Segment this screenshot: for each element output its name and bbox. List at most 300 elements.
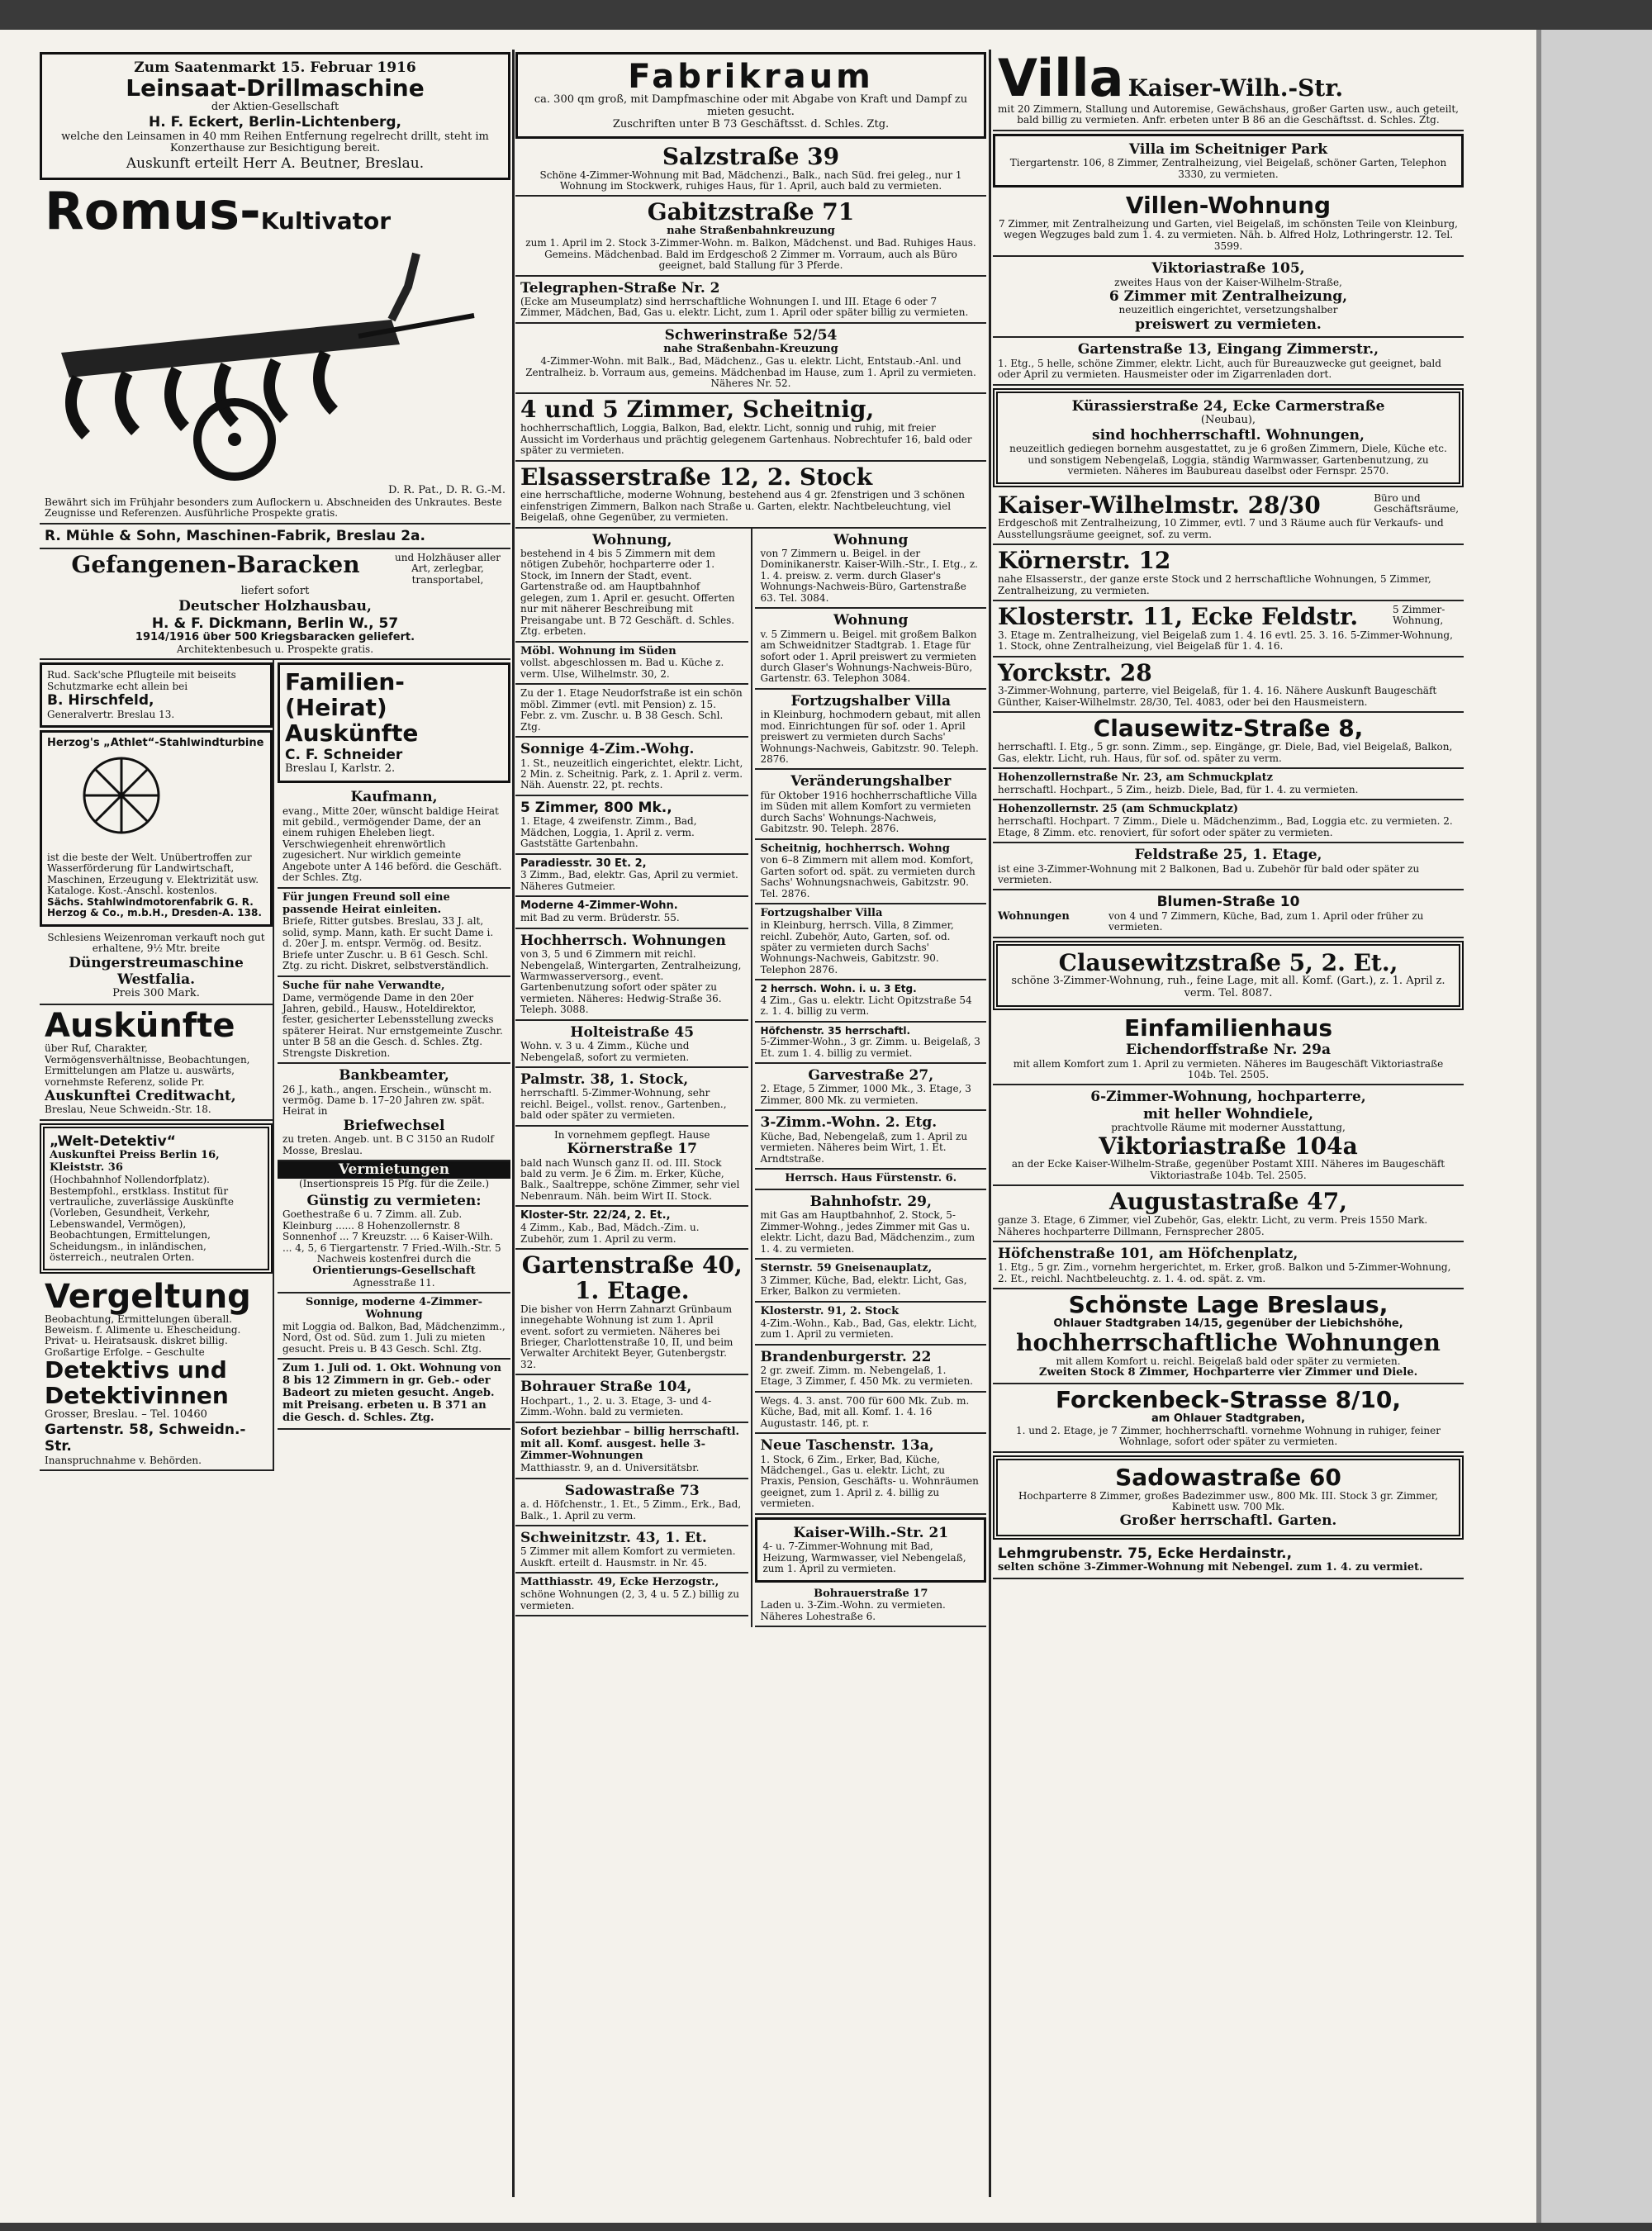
ad-body: Wohn. v. 3 u. 4 Zimm., Küche und Nebengelaß, sofort zu vermieten. [520, 1040, 690, 1063]
ad-brandenburger [755, 1346, 986, 1393]
ad-viktoria-104a [993, 1085, 1464, 1186]
ad-body: (Hochbahnhof Nollendorfplatz). Bestempfohl., erstklass. Institut für vertrauliche, zuverlässige Auskünfte (Vorleben, Gesundheit, Verkehr, Lebenswandel, Vermögen), Beobachtungen, Ermittelungen, Scheidungsm., in inländischen, österreich., neutralen Orten. [50, 1174, 234, 1264]
ad-feld-25 [993, 843, 1464, 890]
ad-guenstig [278, 1189, 510, 1294]
ad-title: Suche für nahe Verwandte, [282, 979, 445, 992]
ad-palm [515, 1068, 748, 1127]
ad-text: In vornehmem gepflegt. Hause [553, 1128, 710, 1141]
ad-foot: Inanspruchnahme v. Behörden. [45, 1454, 202, 1466]
ad-schoenste-lage [993, 1289, 1464, 1384]
ad-side: 5 Zimmer-Wohnung, [1393, 603, 1446, 627]
page-edge [1536, 30, 1652, 2223]
ad-title: Für jungen Freund soll eine passende Heirat einleiten. [282, 890, 450, 916]
ad-gabitzstrasse [515, 197, 986, 276]
cultivator-illustration [45, 237, 506, 485]
ad-stern [755, 1260, 986, 1303]
ad-opitz [755, 980, 986, 1022]
ad-title: Herzog's „Athlet“-Stahlwindturbine [47, 737, 264, 750]
ad-title: Villa im Scheitniger Park [1128, 140, 1328, 158]
ad-title: Höfchenstr. 35 herrschaftl. [760, 1024, 911, 1037]
ad-5-zimmer [515, 796, 748, 855]
ad-address: Gartenstr. 58, Schweidn.-Str. [45, 1421, 246, 1455]
ad-kloster [515, 1207, 748, 1250]
ad-side: Büro und Geschäftsräume, [1374, 491, 1460, 515]
ad-body: ist eine 3-Zimmer-Wohnung mit 2 Balkonen, Bad u. Zubehör für bald oder später zu vermieten. [998, 862, 1420, 885]
ad-welt-detektiv [40, 1123, 273, 1274]
ad-body: 1. und 2. Etage, je 7 Zimmer, hochherrschaftl. vornehme Wohnung in ruhiger, feiner Wohnlage, sofort oder später zu vermieten. [1016, 1424, 1441, 1448]
ad-title: Sadowastraße 60 [1115, 1463, 1341, 1491]
ad-body: mit Bad zu verm. Brüderstr. 55. [520, 912, 680, 924]
ad-title: Günstig zu vermieten: [306, 1192, 482, 1209]
ad-title: Kaiser-Wilhelmstr. 28/30 [998, 491, 1321, 519]
section-title: Vermietungen [278, 1161, 510, 1178]
ad-title: Düngerstreumaschine Westfalia. [69, 954, 244, 988]
section-header [278, 1161, 510, 1189]
ad-title: Clausewitzstraße 5, 2. Et., [1058, 948, 1398, 976]
ad-foot: preiswert zu vermieten. [1135, 316, 1322, 333]
ad-address: Matthiasstr. 9, an d. Universitätsbr. [520, 1462, 700, 1474]
ad-auskuenfte [40, 1005, 273, 1121]
ad-freund [278, 889, 510, 977]
ad-body: 1. Etg., 5 gr. Zim., vornehm hergerichtet, m. Erker, groß. Balkon und 5-Zimmer-Wohnung, 2. Et., reichl. Nachtbeleuchtg. z. 1. 4. od. spät. z. vm. [998, 1261, 1451, 1284]
ad-title: Romus- [45, 182, 261, 241]
ad-title: Sonnige, moderne 4-Zimmer-Wohnung [305, 1295, 483, 1321]
ad-body: 1. Etage, 4 zweifenstr. Zimm., Bad, Mädchen, Loggia, 1. April z. verm. Gaststätte Gartenbahn. [520, 815, 697, 850]
ad-body: 3 Zimm., Bad, elektr. Gas, April zu vermiet. Näheres Gutmeier. [520, 869, 738, 892]
ad-foot: Zweiten Stock 8 Zimmer, Hochparterre vier Zimmer und Diele. [1038, 1366, 1418, 1379]
ad-sonnige [278, 1294, 510, 1360]
ad-body: herrschaftl. I. Etg., 5 gr. sonn. Zimm., sep. Eingänge, gr. Diele, Bad, viel Beigelaß, Balkon, Gas, elektr. Licht, ruh. Haus, für sof. od. später zu verm. [998, 741, 1453, 764]
ad-body: Tiergartenstr. 106, 8 Zimmer, Zentralheizung, viel Beigelaß, schöner Garten, Telephon 3330, zu vermieten. [1009, 157, 1447, 180]
ad-body: herrschaftl. Hochpart., 5 Zim., heizb. Diele, Bad, für 1. 4. zu vermieten. [998, 783, 1359, 795]
ad-body: hochherrschaftlich, Loggia, Balkon, Bad, elektr. Licht, sonnig und ruhig, mit freier Aussicht im Vorderhaus und prächtig gelegenem Gartenhaus. Nobrechtufer 16, bald oder später zu vermieten. [520, 422, 972, 457]
ad-foot: Architektenbesuch u. Prospekte gratis. [176, 643, 374, 655]
ad-bankbeamter [278, 1064, 510, 1161]
section-note: (Insertionspreis 15 Pfg. für die Zeile.) [298, 1177, 490, 1189]
ad-body: Bewährt sich im Frühjahr besonders zum Auflockern u. Abschneiden des Unkrautes. Beste Zeugnisse und Referenzen. Ausführliche Prospekte gratis. [45, 496, 502, 520]
column-2 [515, 50, 986, 1627]
windmill-illustration [47, 750, 262, 849]
ad-body: schöne Wohnungen (2, 3, 4 u. 5 Z.) billig zu vermieten. [520, 1588, 739, 1612]
ad-firm: Sächs. Stahlwindmotorenfabrik G. R. Herzog & Co., m.b.H., Dresden-A. 138. [47, 895, 262, 919]
ad-telegraphen [515, 277, 986, 324]
ad-foot: Nachweis kostenfrei durch die [316, 1253, 472, 1265]
ad-hohenzollern-23 [993, 769, 1464, 800]
ad-3-zimm [755, 1111, 986, 1170]
ad-moebl [515, 643, 748, 686]
ad-romus [40, 183, 510, 525]
ad-body: von 7 Zimmern u. Beigel. in der Dominikanerstr. Kaiser-Wilh.-Str., I. Etg., z. 1. 4. preisw. z. verm. durch Glaser's Wohnungs-Nachweis-Büro, Gartenstraße 63. Tel. 3084. [760, 548, 978, 604]
ad-title: Hohenzollernstr. 25 (am Schmuckplatz) [998, 803, 1239, 816]
ad-title: Sofort beziehbar – billig herrschaftl. mit all. Komf. ausgest. helle 3-Zimmer-Wohnungen [520, 1425, 740, 1463]
ad-koerner [515, 1127, 748, 1208]
ad-title: Fortzugshalber Villa [790, 692, 951, 710]
ad-hoefchen-35 [755, 1023, 986, 1064]
ad-title: Klosterstr. 11, Ecke Feldstr. [998, 602, 1359, 630]
ad-title: Höfchenstraße 101, am Höfchenplatz, [998, 1245, 1298, 1262]
ad-blumen [993, 890, 1464, 937]
column-rule [989, 50, 991, 2197]
ad-vergeltung [40, 1276, 273, 1472]
ad-villa-park [993, 134, 1464, 187]
ad-kloster-11 [993, 601, 1464, 657]
ad-bahnhof [755, 1190, 986, 1260]
ad-hochherrsch [515, 929, 748, 1021]
ad-body: prachtvolle Räume mit moderner Ausstattung, [1111, 1122, 1346, 1134]
ad-title: Leinsaat-Drillmaschine [126, 74, 425, 102]
ad-title: Bohrauer Straße 104, [520, 1379, 692, 1396]
ad-body: Hochparterre 8 Zimmer, großes Badezimmer usw., 800 Mk. III. Stock 3 gr. Zimmer, Kabinett usw. 700 Mk. [1018, 1489, 1439, 1512]
ad-title: Gartenstraße 13, Eingang Zimmerstr., [1077, 341, 1379, 358]
ad-body: Hochpart., 1., 2. u. 3. Etage, 3- und 4-Zimm.-Wohn. bald zu vermieten. [520, 1394, 712, 1418]
ad-body: Laden u. 3-Zim.-Wohn. zu vermieten. Näheres Lohestraße 6. [760, 1599, 946, 1622]
ad-body: 2 gr. zweif. Zimm. m. Nebengelaß, 1. Etage, 3 Zimmer, f. 450 Mk. zu vermieten. [760, 1365, 973, 1388]
ad-address: Agnesstraße 11. [353, 1276, 435, 1289]
ad-body: zu treten. Angeb. unt. B C 3150 an Rudolf Mosse, Breslau. [282, 1133, 494, 1156]
ad-side: und Holzhäuser aller Art, zerlegbar, transportabel, [395, 551, 501, 586]
ad-muehle: R. Mühle & Sohn, Maschinen-Fabrik, Breslau 2a. [40, 525, 510, 549]
ad-body: ca. 300 qm groß, mit Dampfmaschine oder mit Abgabe von Kraft und Dampf zu mieten gesucht. [534, 93, 968, 118]
ad-kaufmann [278, 786, 510, 888]
ad-villa-kleinburg [755, 690, 986, 771]
ad-garve [755, 1064, 986, 1111]
ad-schwerin [515, 324, 986, 395]
ad-title: Bohrauerstraße 17 [814, 1587, 928, 1600]
ad-yorck [993, 657, 1464, 714]
ad-title: Augustastraße 47, [1109, 1188, 1347, 1216]
ad-title: Schönste Lage Breslaus, [1068, 1291, 1389, 1319]
ad-title: 6-Zimmer-Wohnung, hochparterre, [1090, 1089, 1366, 1106]
ad-body: Briefe, Ritter gutsbes. Breslau, 33 J. alt, solid, symp. Mann, kath. Er sucht Dame i. d. 20er J. m. entspr. Vermög. od. Besitz. Briefe unter Zuschr. u. B 61 Gesch. Schl. Ztg. zu richt. Diskret, selbstverständlich. [282, 915, 494, 972]
ad-clausewitz-8 [993, 713, 1464, 769]
ad-salzstrasse [515, 141, 986, 197]
ad-fortzug-2 [755, 904, 986, 980]
ad-title: Viktoriastraße 104a [1099, 1132, 1358, 1160]
ad-title: Fortzugshalber Villa [760, 907, 883, 920]
ad-firm: C. F. Schneider [285, 746, 403, 763]
ad-subtitle: Eichendorffstraße Nr. 29a [1126, 1042, 1331, 1059]
ad-body: zweites Haus von der Kaiser-Wilhelm-Straße, [1114, 276, 1342, 288]
ad-garten-40 [515, 1250, 748, 1375]
ad-title: 3-Zimm.-Wohn. 2. Etg. [760, 1114, 938, 1132]
ad-firm: Auskunftei Creditwacht, [45, 1088, 236, 1104]
ad-address: Kaiser-Wilh.-Str. [1127, 74, 1344, 102]
ad-body: herrschaftl. Hochpart. 7 Zimm., Diele u. Mädchenzimm., Bad, Loggia etc. zu vermieten. 2. Etage, 8 Zimm. etc. renoviert, für sofort oder später zu vermieten. [998, 815, 1453, 838]
ad-title: Palmstr. 38, 1. Stock, [520, 1070, 689, 1088]
ad-sack [40, 662, 273, 728]
column-3 [993, 50, 1464, 1579]
ad-garten-13 [993, 338, 1464, 385]
ad-foot: Großer herrschaftl. Garten. [1119, 1512, 1337, 1530]
ad-firm: Deutscher Holzhausbau, [178, 598, 372, 615]
ad-body: bald nach Wunsch ganz II. od. III. Stock bald zu verm. Je 6 Zim. m. Erker, Küche, Balk., Saaltreppe, schöne Zimmer, sehr viel Nebenraum. Näh. beim Wirt II. Stock. [520, 1156, 740, 1202]
ad-title: 5 Zimmer, 800 Mk., [520, 799, 672, 816]
ad-lehmgruben [993, 1542, 1464, 1579]
ad-hoefchen-101 [993, 1242, 1464, 1289]
ad-subtitle: nahe Straßenbahnkreuzung [667, 225, 835, 238]
ad-title: Brandenburgerstr. 22 [760, 1348, 932, 1365]
ad-subtitle: 6 Zimmer mit Zentralheizung, [1108, 288, 1348, 306]
ad-title: Bahnhofstr. 29, [809, 1193, 932, 1210]
ad-duenger [40, 929, 273, 1006]
ad-familien [278, 662, 510, 783]
column-1 [40, 50, 510, 1471]
ad-patent: D. R. Pat., D. R. G.-M. [388, 483, 506, 496]
ad-fabrikraum [515, 52, 986, 139]
ad-subtitle: Wohnungen [998, 909, 1070, 923]
ad-body: welche den Leinsamen in 40 mm Reihen Entfernung regelrecht drillt, steht im Konzerthause zur Besichtigung bereit. [61, 130, 489, 155]
ad-body: 3-Zimmer-Wohnung, parterre, viel Beigelaß, für 1. 4. 16. Nähere Auskunft Baugeschäft Günther, Kaiser-Wilhelmstr. 28/30, Tel. 4083, oder bei den Hausmeistern. [998, 685, 1437, 708]
ad-body: nahe Elsasserstr., der ganze erste Stock und 2 herrschaftliche Wohnungen, 5 Zimmer, Zentralheizung, zu vermieten. [998, 573, 1431, 596]
ad-body: ganze 3. Etage, 6 Zimmer, viel Zubehör, Gas, elektr. Licht, zu verm. Preis 1550 Mark. Näheres hochparterre Dillmann, Fernsprecher 2805. [998, 1214, 1428, 1237]
ad-body: selten schöne 3-Zimmer-Wohnung mit Nebengel. zum 1. 4. zu vermiet. [998, 1561, 1423, 1574]
ad-neue-taschen [755, 1434, 986, 1515]
ad-title: Kaufmann, [350, 789, 438, 806]
ad-body: mit 20 Zimmern, Stallung und Autoremise, Gewächshaus, großer Garten usw., auch geteilt, bald billig zu vermieten. Anfr. erbeten unter B 86 an die Geschäftsst. d. Schles. Ztg. [998, 103, 1459, 126]
ad-body: Goethestraße 6 u. 7 Zimm. all. Zub. Kleinburg ...... 8 Hohenzollernstr. 8 Sonnenhof ... 7 Kreuzstr. ... 6 Kaiser-Wilh. ... 4, 5, 6 Tiergartenstr. 7 Fried.-Wilh.-Str. 5 [282, 1208, 501, 1254]
ad-text: der Aktien-Gesellschaft [211, 101, 339, 114]
ad-firm: B. Hirschfeld, [47, 692, 154, 710]
column-rule [512, 50, 515, 2197]
ad-title: Fabrikraum [628, 58, 874, 96]
ad-herzog [40, 730, 273, 927]
ad-title: Gabitzstraße 71 [647, 198, 855, 226]
ad-kloster-91 [755, 1303, 986, 1346]
ad-title: Matthiasstr. 49, Ecke Herzogstr., [520, 1576, 719, 1589]
ad-sadowa-73 [515, 1479, 748, 1526]
ad-body: a. d. Höfchenstr., 1. Et., 5 Zimm., Erk., Bad, Balk., 1. April zu verm. [520, 1498, 742, 1521]
ad-body: 2. Etage, 5 Zimmer, 1000 Mk., 3. Etage, 3 Zimmer, 800 Mk. zu vermieten. [760, 1083, 971, 1106]
ad-scheitnig [515, 394, 986, 461]
ad-title: Blumen-Straße 10 [1156, 894, 1300, 911]
ad-veraenderung [755, 770, 986, 839]
ad-neudorf: Zu der 1. Etage Neudorfstraße ist ein schön möbl. Zimmer (evtl. mit Pension) z. 15. Febr. z. vm. Zuschr. u. B 38 Gesch. Schl. Ztg. [515, 685, 748, 738]
ad-body: vollst. abgeschlossen m. Bad u. Küche z. verm. Ulse, Wilhelmstr. 30, 2. [520, 657, 724, 680]
ad-price: Preis 300 Mark. [112, 987, 200, 1000]
ad-body: über Ruf, Charakter, Vermögensverhältnisse, Beobachtungen, Ermittelungen am Platze u. auswärts, vornehmste Referenz, solide Pr. [45, 1042, 250, 1088]
ad-villen-wohnung [993, 190, 1464, 257]
ad-body: in Kleinburg, hochmodern gebaut, mit allen mod. Einrichtungen für sof. oder 1. April preiswert zu vermieten durch Sachs' Wohnungs-Nachweis, Gabitzstr. 90. Teleph. 2876. [760, 709, 981, 765]
ad-title: Briefwechsel [343, 1117, 445, 1134]
ad-foot: Zuschriften unter B 73 Geschäftsst. d. Schles. Ztg. [612, 117, 890, 131]
ad-body: mit Loggia od. Balkon, Bad, Mädchenzimm., Nord, Ost od. Süd. zum 1. Juli zu mieten gesucht. Preis u. B 43 Gesch. Schl. Ztg. [282, 1320, 506, 1355]
ad-body: bestehend in 4 bis 5 Zimmern mit dem nötigen Zubehör, hochparterre oder 1. Stock, im Innern der Stadt, event. Gartenstraße od. am Hauptbahnhof gelegen, zum 1. April er. gesucht. Offerten nur mit näherer Beschreibung mit Preisangabe unt. B 72 Geschäft. d. Schles. Ztg. erbeten. [520, 548, 735, 638]
ad-forckenbeck [993, 1384, 1464, 1453]
ad-title: Sadowastraße 73 [564, 1482, 700, 1499]
ad-title: Kloster-Str. 22/24, 2. Et., [520, 1209, 671, 1222]
ad-title: Wohnung [833, 531, 909, 548]
ad-title: Scheitnig, hochherrsch. Wohng [760, 842, 950, 855]
ad-fuersten: Herrsch. Haus Fürstenstr. 6. [755, 1170, 986, 1190]
ad-elsasser [515, 462, 986, 529]
ad-text: liefert sofort [240, 585, 310, 598]
ad-body: 26 J., kath., angen. Erschein., wünscht m. vermög. Dame b. 17–20 Jahren zw. spät. Heirat in [282, 1083, 492, 1118]
ad-title: Klosterstr. 91, 2. Stock [760, 1304, 900, 1317]
ad-glaser-1 [755, 529, 986, 610]
ad-body: 5-Zimmer-Wohn., 3 gr. Zimm. u. Beigelaß, 3 Et. zum 1. 4. billig zu vermiet. [760, 1036, 980, 1059]
ad-text: Generalvertr. Breslau 13. [47, 708, 175, 720]
ad-sonnige-4 [515, 738, 748, 796]
ad-glaser-2 [755, 609, 986, 690]
ad-title: Kaiser-Wilh.-Str. 21 [793, 1524, 949, 1541]
ad-body: in Kleinburg, herrsch. Villa, 8 Zimmer, reichl. Zubehör, Auto, Garten, sof. od. später zu vermieten durch Sachs' Wohnungs-Nachweis, Gabitzstr. 90. Telephon 2876. [760, 919, 954, 975]
ad-body: mit allem Komfort u. reichl. Beigelaß bald oder später zu vermieten. [1056, 1355, 1401, 1367]
ad-title: Feldstraße 25, 1. Etage, [1134, 847, 1322, 864]
ad-bohrauer [515, 1375, 748, 1422]
ad-contact: Auskunft erteilt Herr A. Beutner, Breslau. [126, 155, 425, 173]
ad-title: Telegraphen-Straße Nr. 2 [520, 279, 720, 297]
ad-body: v. 5 Zimmern u. Beigel. mit großem Balkon am Schweidnitzer Stadtgrab. 1. Etage für sofort oder 1. April preiswert zu vermieten durch Glaser's Wohnungs-Nachweis-Büro, Gartenstr. 63. Telephon 3084. [760, 628, 977, 685]
ad-body: an der Ecke Kaiser-Wilhelm-Straße, gegenüber Postamt XIII. Näheres im Baugeschäft Viktoriastraße 104b. Tel. 2505. [1011, 1158, 1446, 1181]
ad-subtitle: Ohlauer Stadtgraben 14/15, gegenüber der Liebichshöhe, [1053, 1317, 1403, 1331]
ad-title: Veränderungshalber [790, 773, 952, 790]
ad-title: Garvestraße 27, [808, 1066, 934, 1084]
ad-clausewitz-5 [993, 941, 1464, 1011]
ad-title: Holteistraße 45 [570, 1023, 695, 1041]
ad-body: evang., Mitte 20er, wünscht baldige Heirat mit gebild., vermögender Dame, der an einem ruhigen Eheleben liegt. Verschwiegenheit ehrenwörtlich zugesichert. Nur wirklich gemeinte Angebote unter A 146 beförd. die Geschäft. der Schles. Ztg. [282, 805, 502, 884]
ad-body: Beobachtung, Ermittelungen überall. Beweism. f. Alimente u. Ehescheidung. Privat- u. Heiratsausk. diskret billig. Großartige Erfolge. – Geschulte [45, 1312, 241, 1358]
ad-body: neuzeitlich eingerichtet, versetzungshalber [1118, 304, 1338, 316]
ad-body: herrschaftl. 5-Zimmer-Wohnung, sehr reichl. Beigel., vollst. renov., Gartenben., bald oder später zu vermieten. [520, 1087, 727, 1122]
ad-title: Yorckstr. 28 [998, 658, 1152, 686]
ad-body: 4-Zimmer-Wohn. mit Balk., Bad, Mädchenz., Gas u. elektr. Licht, Entstaub.-Anl. und Zentralheiz. b. Vorraum aus, gemeins. Mädchenbad im Hause, zum 1. April zu vermieten. Näheres Nr. 52. [525, 355, 976, 389]
ad-einfamilienhaus [993, 1013, 1464, 1085]
ad-paradies [515, 855, 748, 898]
ad-body: mit allem Komfort zum 1. April zu vermieten. Näheres im Baugeschäft Viktoriastraße 104b. Tel. 2505. [1013, 1057, 1444, 1080]
ad-kuerassier [993, 388, 1464, 487]
ad-augusta-47 [993, 1186, 1464, 1242]
ad-title: Neue Taschenstr. 13a, [760, 1437, 934, 1455]
ad-address: Breslau I, Karlstr. 2. [285, 762, 396, 776]
ad-title: 2 herrsch. Wohn. i. u. 3 Etg. [760, 983, 917, 995]
ad-title: Paradiesstr. 30 Et. 2, [520, 857, 647, 870]
ad-moderne [515, 897, 748, 928]
ad-title: Lehmgrubenstr. 75, Ecke Herdainstr., [998, 1545, 1293, 1562]
ad-body: 3 Zimmer, Küche, Bad, elektr. Licht, Gas, Erker, Balkon zu vermieten. [760, 1274, 967, 1298]
ad-title: hochherrschaftliche Wohnungen [1016, 1328, 1441, 1356]
ad-body: 1. Etg., 5 helle, schöne Zimmer, elektr. Licht, auch für Bureauzwecke gut geeignet, bald oder April zu vermieten. Hausmeister oder im Zigarrenladen dort. [998, 357, 1441, 381]
ad-body: 5 Zimmer mit allem Komfort zu vermieten. Auskft. erteilt d. Hausmstr. in Nr. 45. [520, 1545, 736, 1569]
ad-firm: Orientierungs-Gesellschaft [312, 1264, 476, 1277]
ad-title: Viktoriastraße 105, [1151, 260, 1305, 278]
ad-body: 4 Zimm., Kab., Bad, Mädch.-Zim. u. Zubehör, zum 1. April zu verm. [520, 1222, 700, 1245]
ad-kaiser-28 [993, 490, 1464, 546]
ad-koerner-12 [993, 545, 1464, 601]
ad-body: Erdgeschoß mit Zentralheizung, 10 Zimmer, evtl. 7 und 3 Räume auch für Verkaufs- und Ausstellungsräume geeignet, sof. zu verm. [998, 517, 1444, 540]
ad-leinsaat [40, 52, 510, 180]
ad-subtitle: nahe Straßenbahn-Kreuzung [663, 343, 838, 356]
ad-body: 3. Etage m. Zentralheizung, viel Beigelaß zum 1. 4. 16 evtl. 25. 3. 16. 5-Zimmer-Wohnung, 1. Stock, ohne Zentralheizung, viel Beigelaß für 1. 4. 16. [998, 629, 1453, 653]
ad-title: Kürassierstraße 24, Ecke Carmerstraße [1071, 397, 1385, 415]
ad-augusta-146: Wegs. 4. 3. anst. 700 für 600 Mk. Zub. m. Küche, Bad, mit all. Komf. 1. 4. 16 Augustastr. 146, pt. r. [755, 1393, 986, 1434]
ad-title: Auskünfte [45, 1007, 235, 1046]
ad-title: Gefangenen-Baracken [71, 550, 360, 578]
ad-title: Forckenbeck-Strasse 8/10, [1056, 1386, 1401, 1414]
ad-body: mit Gas am Hauptbahnhof, 2. Stock, 5-Zimmer-Wohng., jedes Zimmer mit Gas u. elektr. Licht, dazu Bad, Mädchenzim., zum 1. 4. zu vermieten. [760, 1209, 976, 1255]
ad-title: Gartenstraße 40, 1. Etage. [521, 1251, 743, 1304]
ad-body: von 6–8 Zimmern mit allem mod. Komfort, Garten sofort od. spät. zu vermieten durch Sachs' Wohnungsnachweis, Gabitzstr. 90. Tel. 2876. [760, 854, 976, 900]
ad-title: Villen-Wohnung [1125, 192, 1332, 220]
ad-title: „Welt-Detektiv“ [50, 1132, 176, 1150]
ad-title: 4 und 5 Zimmer, Scheitnig, [520, 396, 875, 424]
ad-body: zum 1. April im 2. Stock 3-Zimmer-Wohn. m. Balkon, Mädchenst. und Bad. Ruhiges Haus. Gemeins. Mädchenbad. Bald im Erdgeschoß 2 Zimmer m. Vorraum, auch als Büro geeignet, bald Stallung für 3 Pferde. [525, 237, 976, 272]
ad-villa [993, 50, 1464, 131]
ad-body: Dame, vermögende Dame in den 20er Jahren, gebild., Hausw., Hoteldirektor, fester, gesicherter Lebensstellung zwecks späterer Heirat. Nur ernstgemeinte Zuschr. unter B 58 an die Gesch. d. Schles. Ztg. Strengste Diskretion. [282, 991, 503, 1059]
ad-title: Sonnige 4-Zim.-Wohg. [520, 741, 695, 758]
ad-title: Clausewitz-Straße 8, [1093, 714, 1364, 743]
ad-title: sind hochherrschaftl. Wohnungen, [1092, 426, 1365, 444]
ad-wohnung-gesucht [515, 529, 748, 643]
ad-title: Schwerinstraße 52/54 [664, 326, 838, 344]
ad-address: Breslau, Neue Schweidn.-Str. 18. [45, 1104, 211, 1116]
ad-body: Küche, Bad, Nebengelaß, zum 1. April zu vermieten. Näheres beim Wirt, 1. Et. Arndtstraße. [760, 1130, 968, 1165]
ad-holtei [515, 1021, 748, 1068]
ad-sadowa-60 [993, 1455, 1464, 1540]
ad-title: Körnerstraße 17 [567, 1141, 698, 1158]
ad-body: 1. St., neuzeitlich eingerichtet, elektr. Licht, 2 Min. z. Scheitnig. Park, z. 1. April z. verm. Näh. Auenstr. 22, pt. rechts. [520, 757, 743, 791]
ad-body: 1. Stock, 6 Zim., Erker, Bad, Küche, Mädchengel., Gas u. elektr. Licht, zu Praxis, Pension, Geschäfts- u. Wohnräumen geeignet, zum 1. April z. 4. billig zu vermieten. [760, 1453, 979, 1510]
ad-body: eine herrschaftliche, moderne Wohnung, bestehend aus 4 gr. 2fenstrigen und 3 schönen einfenstrigen Zimmern, Balkon nach Straße u. Garten, elektr. Nachtbeleuchtung, viel Beigelaß, ohne Gegenüber, zu vermieten. [520, 489, 966, 524]
ad-subtitle: Auskunftei Preiss Berlin 16, Kleiststr. 36 [50, 1149, 220, 1175]
ad-text: Schlesiens Weizenroman verkauft noch gut erhaltene, 9½ Mtr. breite [47, 931, 265, 955]
ad-title: Hohenzollernstraße Nr. 23, am Schmuckplatz [998, 771, 1274, 784]
ad-body: (Ecke am Museumplatz) sind herrschaftliche Wohnungen I. und III. Etage 6 oder 7 Zimmer, Mädchen, Bad, Gas u. elektr. Licht, zum 1. April oder später billig zu vermieten. [520, 295, 969, 319]
ad-body: 4 Zim., Gas u. elektr. Licht Opitzstraße 54 z. 1. 4. billig zu verm. [760, 994, 972, 1018]
ad-matthias [515, 1574, 748, 1616]
ad-body: 4- u. 7-Zimmer-Wohnung mit Bad, Heizung, Warmwasser, viel Nebengelaß, zum 1. April zu vermieten. [762, 1540, 966, 1575]
ad-body: von 4 und 7 Zimmern, Küche, Bad, zum 1. April oder früher zu vermieten. [1108, 909, 1424, 933]
ad-title: Hochherrsch. Wohnungen [520, 932, 726, 949]
ad-title: Moderne 4-Zimmer-Wohn. [520, 900, 678, 913]
ad-bohrauer-17 [755, 1585, 986, 1628]
ad-scheitnig-wohng [755, 840, 986, 905]
ad-body: von 3, 5 und 6 Zimmern mit reichl. Nebengelaß, Wintergarten, Zentralheizung, Warmwasserversorg., event. Gartenbenutzung sofort oder später zu vermieten. Näheres: Hedwig-Straße 36. Teleph. 3088. [520, 948, 742, 1016]
ad-body: 4-Zim.-Wohn., Kab., Bad, Gas, elektr. Licht, zum 1. April zu vermieten. [760, 1317, 977, 1341]
ad-title: Körnerstr. 12 [998, 547, 1171, 575]
ad-hohenzollern-25 [993, 800, 1464, 843]
ad-title: Einfamilienhaus [1123, 1014, 1333, 1042]
ad-body: ist die beste der Welt. Unübertroffen zur Wasserförderung für Landwirtschaft, Maschinen, Erzeugung v. Elektrizität usw. Kataloge. Kost.-Anschl. kostenlos. [47, 852, 259, 897]
ad-firm: H. F. Eckert, Berlin-Lichtenberg, [148, 114, 402, 131]
ad-title: Schweinitzstr. 43, 1. Et. [520, 1530, 707, 1547]
ad-verwandte [278, 977, 510, 1065]
ad-title: Möbl. Wohnung im Süden [520, 644, 676, 657]
ad-body: Schöne 4-Zimmer-Wohnung mit Bad, Mädchenzi., Balk., nach Süd. frei geleg., nur 1 Wohnung im Stockwerk, ruhiges Haus, für 1. April, auch bald zu vermieten. [539, 169, 962, 192]
ad-schweinitz [515, 1526, 748, 1574]
ad-title: Bankbeamter, [339, 1067, 449, 1085]
ad-firm: H. & F. Dickmann, Berlin W., 57 [151, 615, 399, 632]
ad-title: Sternstr. 59 Gneisenauplatz, [760, 1262, 933, 1275]
ad-title: Familien-(Heirat) Auskünfte [285, 668, 419, 747]
ad-body: Die bisher von Herrn Zahnarzt Grünbaum innegehabte Wohnung ist zum 1. April event. sofort zu vermieten. Näheres bei Brieger, Charlottenstraße 10, II, und beim Verwalter Architekt Beyer, Gutenbergstr. 32. [520, 1303, 733, 1370]
ad-sofort [515, 1423, 748, 1479]
ad-subtitle: mit heller Wohndiele, [1142, 1105, 1314, 1123]
ad-baracken [40, 549, 510, 660]
ad-subtitle: Kultivator [260, 206, 392, 235]
ad-title: Salzstraße 39 [662, 142, 840, 170]
ad-body: neuzeitlich gediegen bornehm ausgestattet, zu je 6 großen Zimmern, Diele, Küche etc. und sonstigem Nebengelaß, Loggia, ständig Warmwasser, Gartenbenutzung, zu vermieten. Näheres im Baubureau daselbst oder Fernspr. 2570. [1009, 443, 1447, 477]
ad-subtitle: (Neubau), [1200, 413, 1256, 426]
ad-body: schöne 3-Zimmer-Wohnung, ruh., feine Lage, mit all. Komf. (Gart.), z. 1. April z. verm. Tel. 8087. [1011, 975, 1446, 1000]
ad-kaiser-21 [755, 1517, 986, 1583]
ad-title: Wohnung, [592, 531, 672, 548]
ad-address: Grosser, Breslau. – Tel. 10460 [45, 1407, 207, 1421]
ad-title: Vergeltung [45, 1277, 251, 1316]
ad-title: Wohnung [833, 612, 909, 629]
ad-subtitle: am Ohlauer Stadtgraben, [1151, 1412, 1306, 1425]
ad-body: Rud. Sack'sche Pflugteile mit beiseits Schutzmarke echt allein bei [47, 669, 236, 692]
ad-date: Zum Saatenmarkt 15. Februar 1916 [134, 59, 416, 76]
